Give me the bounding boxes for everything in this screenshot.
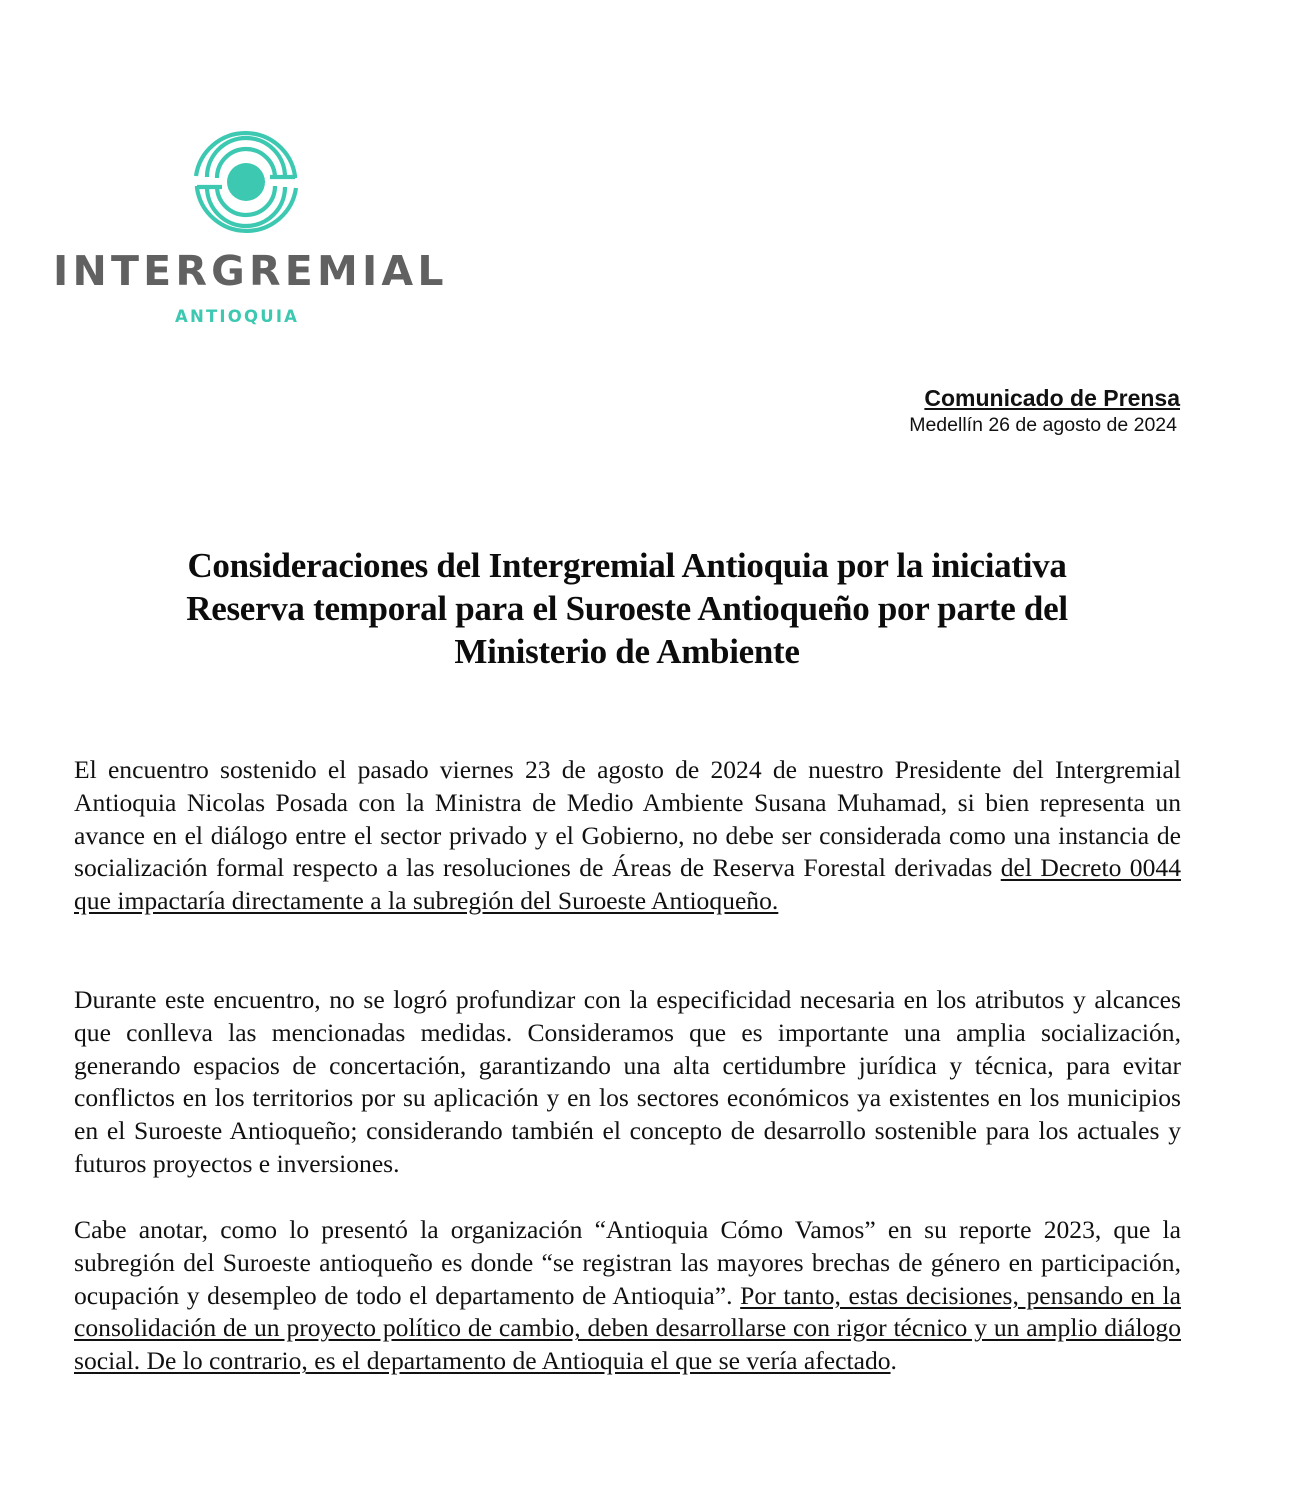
press-release-label: Comunicado de Prensa <box>924 385 1180 411</box>
paragraph-1-underlined: del Decreto 0044 que impactaría directamente a la subregión del Suroeste Antioqueño. <box>74 853 1181 916</box>
logo-subtitle: ANTIOQUIA <box>175 307 300 326</box>
concentric-rings-icon <box>0 0 1290 245</box>
document-title <box>80 544 1174 673</box>
logo-wordmark: INTERGREMIAL <box>53 247 448 295</box>
paragraph-3-underlined: Por tanto, estas decisiones, pensando en la consolidación de un proyecto político de cambio, deben desarrollarse con rigor técnico y un amplio diálogo social. De lo contrario, es el departamento de Antioquia el que se vería afectado <box>74 1280 1181 1376</box>
paragraph-2 <box>74 984 1181 1181</box>
paragraph-3 <box>74 1214 1181 1378</box>
paragraph-1-text: El encuentro sostenido el pasado viernes 23 de agosto de 2024 de nuestro Presidente del Intergremial Antioquia Nicolas Posada con la Ministra de Medio Ambiente Susana Muhamad, si bien representa un avance en el diálogo entre el sector privado y el Gobierno, no debe ser considerada como una instancia de socialización formal respecto a las resoluciones de Áreas de Reserva Forestal derivadas <box>74 755 1181 883</box>
paragraph-3-text: Cabe anotar, como lo presentó la organización “Antioquia Cómo Vamos” en su reporte 2023, que la subregión del Suroeste antioqueño es donde “se registran las mayores brechas de género en participación, ocupación y desempleo de todo el departamento de Antioquia”. <box>74 1215 1181 1310</box>
title-line-1: Consideraciones del Intergremial Antioquia por la iniciativa <box>187 546 1067 585</box>
paragraph-2-text: Durante este encuentro, no se logró profundizar con la especificidad necesaria en los atributos y alcances que conlleva las mencionadas medidas. Consideramos que es importante una amplia socialización, generando espacios de concertación, garantizando una alta certidumbre jurídica y técnica, para evitar conflictos en los territorios por su aplicación y en los sectores económicos ya existentes en los municipios en el Suroeste Antioqueño; considerando también el concepto de desarrollo sostenible para los actuales y futuros proyectos e inversiones. <box>74 985 1181 1178</box>
title-line-2: Reserva temporal para el Suroeste Antioqueño por parte del <box>186 589 1068 628</box>
paragraph-1 <box>74 754 1181 918</box>
paragraph-3-tail: . <box>890 1346 897 1376</box>
title-line-3: Ministerio de Ambiente <box>454 632 800 671</box>
press-release-date: Medellín 26 de agosto de 2024 <box>909 414 1177 436</box>
